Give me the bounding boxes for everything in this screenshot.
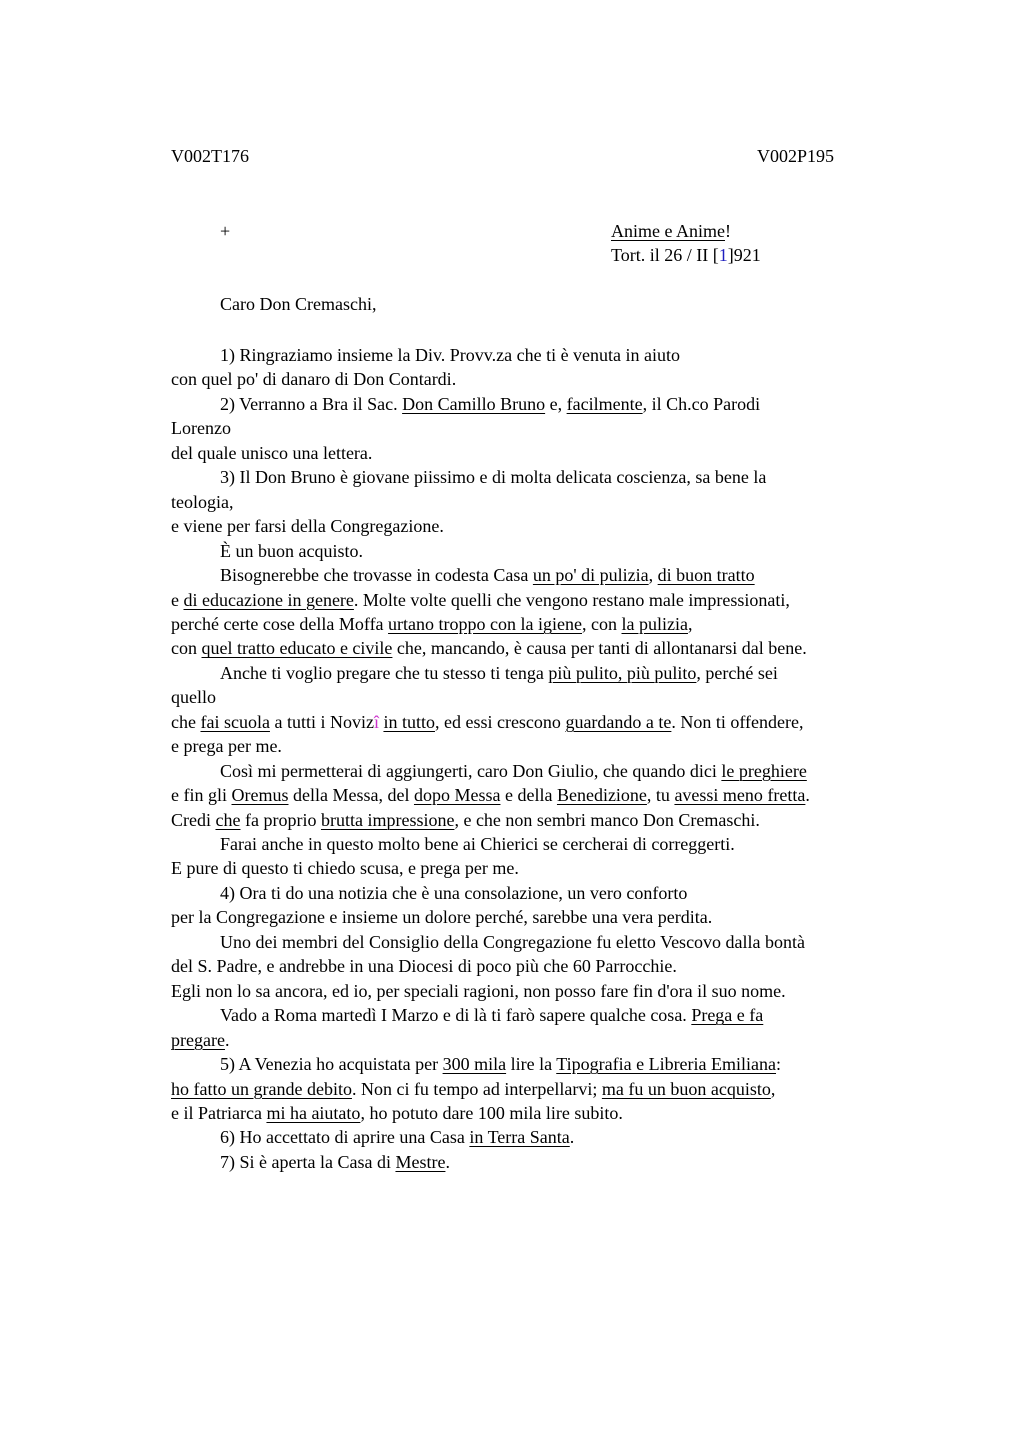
body-line [171, 856, 519, 880]
motto-exclamation: ! [724, 221, 731, 241]
underlined-text: Oremus [231, 785, 289, 806]
body-line [171, 783, 810, 807]
text-segment: , perché sei [696, 662, 778, 683]
body-line [171, 490, 233, 514]
underlined-text: Tipografia e Libreria Emiliana [556, 1054, 777, 1074]
document-code-left: V002T176 [171, 146, 249, 166]
body-line [171, 416, 231, 440]
date-suffix: ]921 [727, 245, 761, 265]
text-segment: e [171, 589, 184, 610]
text-segment: . Non ti offendere, [671, 711, 804, 732]
text-segment: , il Ch.co Parodi [642, 393, 761, 414]
date-prefix: Tort. il 26 / II [ [611, 245, 719, 265]
text-segment: Anche ti voglio pregare che tu stesso ti tenga [220, 662, 549, 683]
underlined-text: le preghiere [721, 760, 807, 781]
underlined-text: più pulito, più pulito [548, 662, 697, 683]
underlined-text: pregare [171, 1029, 225, 1050]
date-bracket-digit: 1 [718, 245, 728, 265]
text-segment: , [687, 614, 693, 634]
text-segment: î [373, 711, 379, 732]
body-line [220, 661, 778, 685]
underlined-text: urtano troppo con la igiene [388, 614, 582, 634]
letter-date [611, 245, 761, 266]
underlined-text: in Terra Santa [469, 1127, 570, 1148]
body-line [171, 954, 677, 978]
body-line [220, 539, 363, 563]
text-segment: 3) Il Don Bruno è giovane piissimo e di molta delicata coscienza, sa bene la [220, 467, 767, 488]
body-line [171, 734, 282, 758]
body-line [171, 367, 456, 391]
motto [611, 221, 731, 242]
body-line [171, 685, 216, 709]
underlined-text: Prega e fa [691, 1005, 764, 1026]
underlined-text: mi ha aiutato [266, 1102, 361, 1123]
underlined-text: guardando a te [565, 711, 672, 732]
underlined-text: avessi meno fretta [674, 785, 806, 806]
underlined-text: ma fu un buon acquisto [601, 1078, 771, 1099]
underlined-text: dopo Messa [413, 785, 501, 806]
underlined-text: Mestre [395, 1151, 446, 1172]
underlined-text: 300 mila [442, 1054, 507, 1074]
text-segment: . [805, 785, 810, 806]
body-line [171, 1028, 229, 1052]
underlined-text: facilmente [566, 393, 643, 414]
text-segment: per la Congregazione e insieme un dolore perché, sarebbe una vera perdita. [171, 907, 713, 928]
body-line [220, 1052, 781, 1076]
text-segment: Lorenzo [171, 418, 231, 439]
body-line [171, 588, 790, 612]
motto-text: Anime e Anime [611, 221, 725, 241]
text-segment: che, mancando, è causa per tanti di allontanarsi dal bene. [392, 638, 807, 659]
text-segment: Bisognerebbe che trovasse in codesta Casa [220, 565, 533, 585]
underlined-text: Benedizione [556, 785, 647, 806]
text-segment: quello [171, 687, 216, 708]
body-line [171, 905, 712, 929]
cross-symbol: + [220, 221, 231, 241]
body-line [171, 636, 807, 660]
text-segment: Farai anche in questo molto bene ai Chierici se cercherai di correggerti. [220, 834, 735, 854]
text-segment: del quale unisco una lettera. [171, 442, 373, 463]
underlined-text: un po' di pulizia [532, 565, 649, 585]
underlined-text: ho fatto un grande debito [171, 1078, 352, 1099]
body-line [171, 612, 692, 636]
text-segment: Così mi permetterai di aggiungerti, caro Don Giulio, che quando dici [220, 760, 722, 781]
body-line [220, 1003, 763, 1027]
text-segment: È un buon acquisto. [220, 540, 363, 561]
body-line [171, 1101, 623, 1125]
underlined-text: che [215, 809, 241, 830]
body-line [220, 930, 805, 954]
body-line [220, 563, 755, 587]
body-line [220, 392, 760, 416]
text-segment: Vado a Roma martedì I Marzo e di là ti farò sapere qualche cosa. [220, 1005, 692, 1026]
text-segment: con quel po' di danaro di Don Contardi. [171, 369, 457, 390]
text-segment: : [776, 1054, 782, 1074]
text-segment: 6) Ho accettato di aprire una Casa [220, 1127, 470, 1148]
text-segment: e fin gli [171, 785, 232, 806]
text-segment: e viene per farsi della Congregazione. [171, 516, 444, 537]
text-segment: E pure di questo ti chiedo scusa, e prega per me. [171, 858, 519, 879]
body-line [171, 979, 786, 1003]
body-line [171, 710, 804, 734]
body-line [220, 759, 807, 783]
text-segment: Credi [171, 809, 216, 830]
underlined-text: quel tratto educato e civile [201, 638, 393, 659]
text-segment: fa proprio [240, 809, 321, 830]
text-segment: . [569, 1127, 575, 1148]
text-segment: e, [545, 393, 567, 414]
text-segment: , ed essi crescono [434, 711, 566, 732]
text-segment: a tutti i Noviz [269, 711, 374, 732]
underlined-text: in tutto [383, 711, 435, 732]
underlined-text: Don Camillo Bruno [402, 393, 546, 414]
body-line [220, 881, 687, 905]
text-segment: 2) Verranno a Bra il Sac. [220, 393, 403, 414]
underlined-text: di buon tratto [657, 565, 755, 585]
underlined-text: brutta impressione [320, 809, 455, 830]
text-segment: 1) Ringraziamo insieme la Div. Provv.za che ti è venuta in aiuto [220, 345, 681, 365]
body-line [171, 441, 372, 465]
text-segment: . [224, 1029, 230, 1050]
text-segment: lire la [506, 1054, 557, 1074]
body-line [220, 832, 735, 856]
body-line [171, 808, 760, 832]
text-segment: , con [582, 614, 622, 634]
text-segment: Uno dei membri del Consiglio della Congregazione fu eletto Vescovo dalla bontà [220, 931, 806, 952]
body-line [171, 514, 444, 538]
text-segment: con [171, 638, 202, 659]
text-segment: , e che non sembri manco Don Cremaschi. [454, 809, 760, 830]
body-line [220, 1150, 450, 1174]
text-segment: . Non ci fu tempo ad interpellarvi; [351, 1078, 602, 1099]
body-line [220, 1125, 574, 1149]
underlined-text: la pulizia [621, 614, 688, 634]
text-segment: perché certe cose della Moffa [171, 614, 389, 634]
text-segment: . Molte volte quelli che vengono restano male impressionati, [353, 589, 790, 610]
underlined-text: di educazione in genere [183, 589, 354, 610]
text-segment: e della [500, 785, 557, 806]
text-segment: , [648, 565, 658, 585]
body-line [171, 1077, 775, 1101]
text-segment: della Messa, del [288, 785, 414, 806]
text-segment: . [445, 1151, 450, 1172]
underlined-text: fai scuola [200, 711, 270, 732]
text-segment: Egli non lo sa ancora, ed io, per speciali ragioni, non posso fare fin d'ora il suo nome. [171, 980, 786, 1001]
text-segment: del S. Padre, e andrebbe in una Diocesi di poco più che 60 Parrocchie. [171, 956, 677, 977]
text-segment: , [770, 1078, 776, 1099]
document-code-right: V002P195 [757, 146, 835, 166]
text-segment: 5) A Venezia ho acquistata per [220, 1054, 443, 1074]
text-segment: 4) Ora ti do una notizia che è una consolazione, un vero conforto [220, 882, 688, 903]
text-segment: , ho potuto dare 100 mila lire subito. [360, 1102, 623, 1123]
body-line [220, 465, 766, 489]
text-segment: che [171, 711, 201, 732]
text-segment: e prega per me. [171, 736, 282, 757]
text-segment: , tu [646, 785, 675, 806]
body-line [220, 343, 680, 367]
text-segment: e il Patriarca [171, 1102, 267, 1123]
greeting: Caro Don Cremaschi, [220, 294, 377, 314]
text-segment: teologia, [171, 491, 234, 512]
text-segment: 7) Si è aperta la Casa di [220, 1151, 396, 1172]
